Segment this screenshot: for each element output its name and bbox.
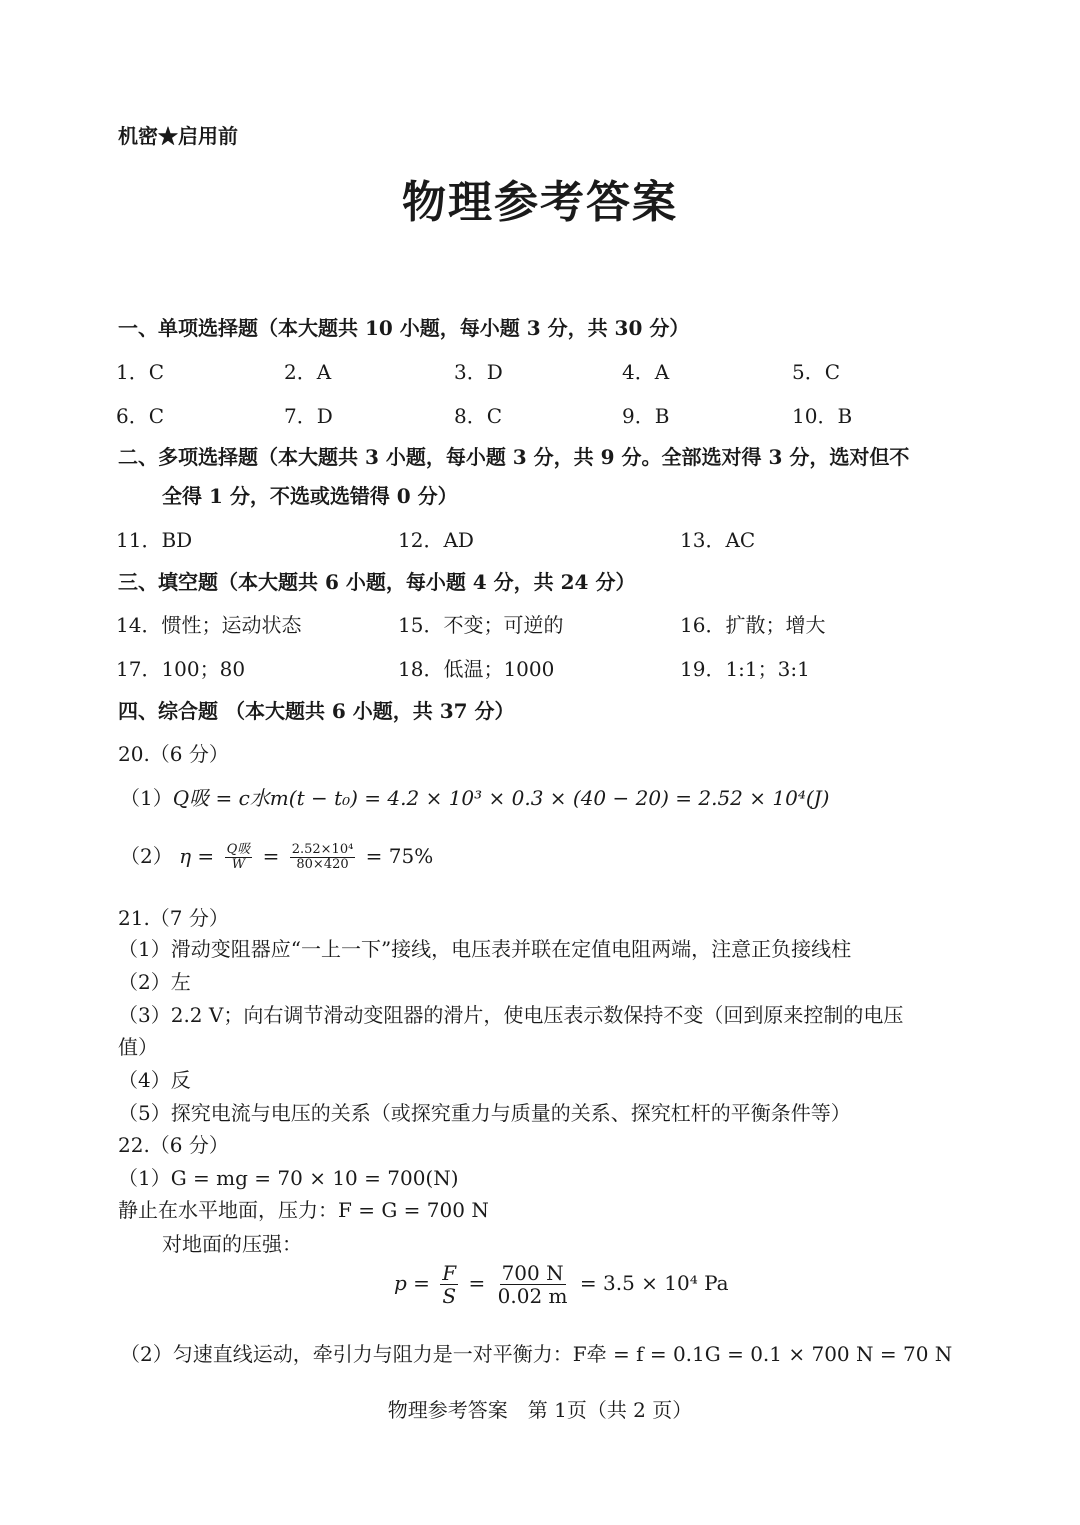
q20-part1-prefix: （1） [120, 786, 173, 810]
answer-item: 2．A [284, 360, 332, 384]
section4-heading: 四、综合题 （本大题共 6 小题，共 37 分） [118, 699, 515, 723]
q21-line: （4）反 [118, 1068, 191, 1092]
answer-item: 13．AC [680, 528, 756, 552]
fraction-denominator: W [231, 857, 246, 872]
fraction-denominator: 0.02 m [497, 1284, 568, 1308]
q21-label: 21.（7 分） [118, 906, 229, 930]
page-title: 物理参考答案 [402, 177, 678, 228]
fraction-numerator: 2.52×10⁴ [291, 841, 354, 857]
answer-item: 5．C [792, 360, 841, 384]
section2-heading-line1: 二、多项选择题（本大题共 3 小题，每小题 3 分，共 9 分。全部选对得 3 分，选对但不 [118, 445, 910, 469]
q22-pressure-label: 对地面的压强： [162, 1232, 302, 1256]
answer-item: 19．1:1；3:1 [680, 657, 810, 681]
q22-static-pressure: 静止在水平地面，压力：F = G = 700 N [118, 1198, 489, 1222]
section1-heading: 一、单项选择题（本大题共 10 小题，每小题 3 分，共 30 分） [118, 316, 690, 340]
answer-item: 7．D [284, 404, 333, 428]
answer-item: 15．不变；可逆的 [398, 613, 564, 637]
q22-fraction-2 [496, 1262, 570, 1307]
q20-label: 20.（6 分） [118, 742, 229, 766]
q22-part2: （2）匀速直线运动，牵引力与阻力是一对平衡力：F牵 = f = 0.1G = 0.1 × 700 N = 70 N [120, 1342, 953, 1366]
section3-row2 [0, 653, 1080, 681]
fraction-numerator: Q吸 [226, 841, 251, 857]
answer-item: 17．100；80 [116, 657, 246, 681]
page-footer: 物理参考答案 第 1页（共 2 页） [387, 1398, 693, 1422]
q22-pressure-formula: p = $\frac{F}{S}$ = $\frac{700 N}{0.02 m}$ = 3.5 × 10⁴ Pa [394, 1261, 729, 1308]
answer-item: 11．BD [116, 528, 193, 552]
section2-row1 [0, 524, 1080, 552]
q21-line: 值） [118, 1035, 158, 1059]
answer-item: 12．AD [398, 528, 474, 552]
answer-item: 18．低温；1000 [398, 657, 555, 681]
q21-line: （5）探究电流与电压的关系（或探究重力与质量的关系、探究杠杆的平衡条件等） [118, 1101, 851, 1125]
answer-item: 10．B [792, 404, 853, 428]
q22-pressure-result: = 3.5 × 10⁴ Pa [579, 1271, 729, 1295]
q20-part1 [120, 782, 829, 811]
q22-fraction-1 [440, 1262, 458, 1307]
q20-eta: η = [179, 844, 215, 868]
fraction-denominator: 80×420 [296, 857, 349, 872]
q20-fraction-2 [290, 843, 356, 873]
fraction-denominator: S [442, 1284, 457, 1308]
answer-item: 3．D [454, 360, 503, 384]
fraction-numerator: F [442, 1261, 457, 1285]
section1-row1 [0, 356, 1080, 384]
answer-item: 1．C [116, 360, 165, 384]
q20-fraction-1 [225, 843, 253, 873]
q20-part1-formula: Q吸 = c水m(t − t₀) = 4.2 × 10³ × 0.3 × (40 − 20) = 2.52 × 10⁴(J) [172, 786, 830, 810]
answer-item: 8．C [454, 404, 503, 428]
q20-part2-prefix: （2） [120, 844, 173, 868]
answer-item: 4．A [622, 360, 670, 384]
section3-row1 [0, 609, 1080, 637]
q22-label: 22.（6 分） [118, 1133, 229, 1157]
q22-part1: （1）G = mg = 70 × 10 = 700(N) [118, 1166, 459, 1190]
fraction-numerator: 700 N [501, 1261, 564, 1285]
section2-heading-line2: 全得 1 分，不选或选错得 0 分） [162, 484, 458, 508]
q21-line: （1）滑动变阻器应“一上一下”接线，电压表并联在定值电阻两端，注意正负接线柱 [118, 937, 852, 961]
q21-line: （2）左 [118, 970, 191, 994]
q20-result: = 75% [365, 844, 434, 868]
q22-p-eq: p = [394, 1271, 430, 1295]
q21-line: （3）2.2 V；向右调节滑动变阻器的滑片，使电压表示数保持不变（回到原来控制的电压 [118, 1003, 904, 1027]
section1-row2 [0, 400, 1080, 428]
answer-item: 6．C [116, 404, 165, 428]
answer-item: 14．惯性；运动状态 [116, 613, 302, 637]
confidential-label: 机密★启用前 [118, 124, 238, 148]
answer-item: 16．扩散；增大 [680, 613, 826, 637]
q20-part2: （2） η = $\frac{\text{Q吸}}{W}$ = $\frac{\text{2.52×10⁴}}{80\times 420}$ = 75% [120, 841, 434, 872]
answer-item: 9．B [622, 404, 670, 428]
section3-heading: 三、填空题（本大题共 6 小题，每小题 4 分，共 24 分） [118, 570, 636, 594]
